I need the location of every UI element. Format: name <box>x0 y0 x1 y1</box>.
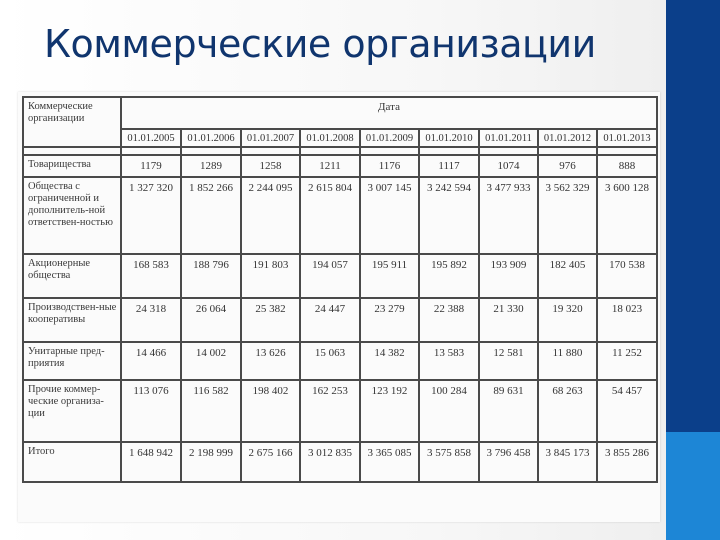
table-cell: 2 615 804 <box>300 177 360 254</box>
table-cell: 2 675 166 <box>241 442 300 482</box>
table-cell: 193 909 <box>479 254 538 298</box>
table-cell: 100 284 <box>419 380 479 442</box>
organizations-table <box>22 96 658 483</box>
table-cell: 1074 <box>479 155 538 177</box>
table-cell: 54 457 <box>597 380 657 442</box>
table-cell: 1258 <box>241 155 300 177</box>
table-cell: 116 582 <box>181 380 241 442</box>
table-cell: 168 583 <box>121 254 181 298</box>
row-label: Итого <box>23 442 121 482</box>
table-cell: 3 845 173 <box>538 442 597 482</box>
table-cell: 26 064 <box>181 298 241 342</box>
table-cell: 2 244 095 <box>241 177 300 254</box>
date-col-header: 01.01.2013 <box>597 129 657 147</box>
table-cell: 22 388 <box>419 298 479 342</box>
row-label: Товарищества <box>23 155 121 177</box>
right-sidebar-accent <box>666 432 720 540</box>
table-cell: 3 796 458 <box>479 442 538 482</box>
table-cell: 3 242 594 <box>419 177 479 254</box>
table-cell: 14 002 <box>181 342 241 380</box>
table-cell: 1 327 320 <box>121 177 181 254</box>
table-cell: 18 023 <box>597 298 657 342</box>
table-cell: 1289 <box>181 155 241 177</box>
table-cell: 14 382 <box>360 342 419 380</box>
date-col-header: 01.01.2012 <box>538 129 597 147</box>
table-cell: 3 562 329 <box>538 177 597 254</box>
table-cell: 194 057 <box>300 254 360 298</box>
table-cell: 191 803 <box>241 254 300 298</box>
table-cell: 123 192 <box>360 380 419 442</box>
table-cell: 195 892 <box>419 254 479 298</box>
table-cell: 11 252 <box>597 342 657 380</box>
table-corner-label: Коммерческие организации <box>23 97 121 147</box>
table-cell: 3 855 286 <box>597 442 657 482</box>
table-cell: 198 402 <box>241 380 300 442</box>
table-row <box>23 380 657 442</box>
table-cell: 89 631 <box>479 380 538 442</box>
row-label: Акционерные общества <box>23 254 121 298</box>
table-cell: 1211 <box>300 155 360 177</box>
table-cell: 3 012 835 <box>300 442 360 482</box>
table-row-total <box>23 442 657 482</box>
table-cell: 1176 <box>360 155 419 177</box>
table-cell: 11 880 <box>538 342 597 380</box>
table-cell: 976 <box>538 155 597 177</box>
table-cell: 14 466 <box>121 342 181 380</box>
table-cell: 68 263 <box>538 380 597 442</box>
date-col-header: 01.01.2011 <box>479 129 538 147</box>
table-cell: 162 253 <box>300 380 360 442</box>
date-col-header: 01.01.2006 <box>181 129 241 147</box>
table-cell: 888 <box>597 155 657 177</box>
table-cell: 195 911 <box>360 254 419 298</box>
table-cell: 113 076 <box>121 380 181 442</box>
table-cell: 24 318 <box>121 298 181 342</box>
row-label: Унитарные пред-приятия <box>23 342 121 380</box>
date-col-header: 01.01.2009 <box>360 129 419 147</box>
table-cell: 19 320 <box>538 298 597 342</box>
table-cell: 13 583 <box>419 342 479 380</box>
table-cell: 25 382 <box>241 298 300 342</box>
table-cell: 24 447 <box>300 298 360 342</box>
date-col-header: 01.01.2010 <box>419 129 479 147</box>
date-col-header: 01.01.2005 <box>121 129 181 147</box>
table-cell: 3 007 145 <box>360 177 419 254</box>
table-row <box>23 155 657 177</box>
date-col-header: 01.01.2007 <box>241 129 300 147</box>
table-row <box>23 298 657 342</box>
row-label: Общества с ограниченной и дополнитель-ной ответствен-ностью <box>23 177 121 254</box>
table-cell: 3 600 128 <box>597 177 657 254</box>
table-cell: 170 538 <box>597 254 657 298</box>
table-cell: 23 279 <box>360 298 419 342</box>
table-cell: 12 581 <box>479 342 538 380</box>
table-cell: 1179 <box>121 155 181 177</box>
table-cell: 1117 <box>419 155 479 177</box>
date-col-header: 01.01.2008 <box>300 129 360 147</box>
table-cell: 188 796 <box>181 254 241 298</box>
table-cell: 2 198 999 <box>181 442 241 482</box>
table-cell: 15 063 <box>300 342 360 380</box>
slide-title: Коммерческие организации <box>44 22 596 66</box>
table-row <box>23 342 657 380</box>
table-cell: 21 330 <box>479 298 538 342</box>
row-label: Производствен-ные кооперативы <box>23 298 121 342</box>
table-cell: 1 852 266 <box>181 177 241 254</box>
table-cell: 182 405 <box>538 254 597 298</box>
table-cell: 3 575 858 <box>419 442 479 482</box>
table-row <box>23 254 657 298</box>
table-cell: 1 648 942 <box>121 442 181 482</box>
table-image-frame <box>18 92 660 522</box>
table-cell: 13 626 <box>241 342 300 380</box>
date-header: Дата <box>121 97 657 129</box>
table-cell: 3 477 933 <box>479 177 538 254</box>
table-row <box>23 177 657 254</box>
table-cell: 3 365 085 <box>360 442 419 482</box>
row-label: Прочие коммер-ческие организа-ции <box>23 380 121 442</box>
